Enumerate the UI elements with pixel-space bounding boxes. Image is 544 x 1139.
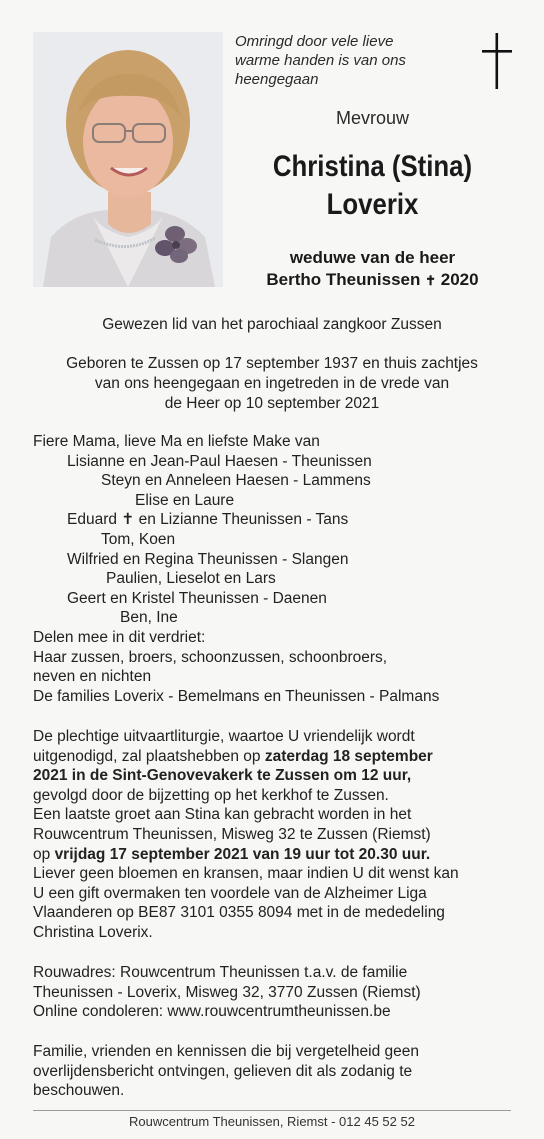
funeral-line: Rouwcentrum Theunissen, Misweg 32 te Zussen (Riemst) — [33, 825, 431, 843]
funeral-line: U een gift overmaken ten voordele van de Alzheimer Liga — [33, 884, 427, 902]
name-line: Christina (Stina) — [272, 150, 473, 183]
portrait-photo — [33, 32, 223, 287]
share-line: Haar zussen, broers, schoonzussen, schoonbroers, — [33, 648, 388, 666]
notice-line: Familie, vrienden en kennissen die bij vergetelheid geen — [33, 1043, 420, 1060]
funeral-date-place: 2021 in de Sint-Genovevakerk te Zussen om 12 uur, — [33, 767, 412, 785]
funeral-line: uitgenodigd, zal plaatshebben op — [33, 747, 265, 765]
family-intro: Fiere Mama, lieve Ma en liefste Make van — [33, 433, 320, 450]
small-cross-icon: ✝ — [425, 273, 437, 288]
quote-line: heengegaan — [235, 71, 319, 88]
family-member-line: Elise en Laure — [135, 491, 235, 509]
family-section — [33, 432, 523, 706]
notice-line: overlijdensbericht ontvingen, gelieven dit als zodanig te — [33, 1062, 413, 1080]
funeral-line: Liever geen bloemen en kransen, maar indien U dit wenst kan — [33, 865, 459, 883]
widow-line — [230, 247, 515, 292]
funeral-line: op — [33, 845, 55, 863]
funeral-line: Christina Loverix. — [33, 923, 153, 941]
family-member-line: Tom, Koen — [101, 530, 176, 548]
funeral-line: De plechtige uitvaartliturgie, waartoe U vriendelijk wordt — [33, 728, 415, 745]
funeral-line: Vlaanderen op BE87 3101 0355 8094 met in de mededeling — [33, 904, 445, 922]
spouse-death-year: 2020 — [440, 270, 479, 289]
quote-line: warme handen is van ons — [235, 52, 406, 69]
family-member-line: Eduard ✝ en Lizianne Theunissen - Tans — [67, 511, 349, 529]
funeral-date: zaterdag 18 september — [264, 747, 433, 765]
address-line: Theunissen - Loverix, Misweg 32, 3770 Zussen (Riemst) — [33, 983, 421, 1001]
family-member-line: Geert en Kristel Theunissen - Daenen — [67, 589, 327, 607]
condolence-link[interactable]: Online condoleren: www.rouwcentrumtheunissen.be — [33, 1003, 391, 1021]
funeral-line: Een laatste groet aan Stina kan gebracht worden in het — [33, 806, 412, 824]
deceased-name — [259, 148, 487, 224]
birth-line: de Heer op 10 september 2021 — [164, 395, 380, 412]
choir-membership: Gewezen lid van het parochiaal zangkoor Zussen — [102, 316, 442, 333]
birth-line: Geboren te Zussen op 17 september 1937 en thuis zachtjes — [66, 355, 478, 372]
funeral-line: gevolgd door de bijzetting op het kerkhof te Zussen. — [33, 786, 389, 804]
portrait-illustration — [33, 32, 223, 287]
widow-line1: weduwe van de heer — [289, 248, 456, 267]
name-line: Loverix — [326, 188, 419, 221]
share-line: neven en nichten — [33, 668, 152, 686]
cross-icon — [482, 33, 512, 94]
footer: Rouwcentrum Theunissen, Riemst - 012 45 52 52 — [129, 1114, 415, 1129]
family-member-line: Steyn en Anneleen Haesen - Lammens — [101, 472, 371, 490]
quote-line: Omringd door vele lieve — [235, 33, 394, 50]
family-member-line: Wilfried en Regina Theunissen - Slangen — [67, 550, 349, 568]
share-line: Delen mee in dit verdriet: — [33, 628, 206, 646]
title-prefix: Mevrouw — [335, 108, 410, 128]
visitation-time: vrijdag 17 september 2021 van 19 uur tot 20.30 uur. — [54, 845, 431, 863]
footer-divider — [33, 1110, 511, 1111]
notice-section — [33, 1042, 523, 1101]
funeral-section — [33, 727, 523, 943]
opening-quote — [235, 32, 465, 89]
address-section — [33, 963, 523, 1022]
family-member-line: Ben, Ine — [120, 609, 178, 627]
birth-death-paragraph — [20, 354, 524, 414]
notice-line: beschouwen. — [33, 1082, 125, 1100]
spouse-name: Bertho Theunissen — [266, 270, 421, 289]
birth-line: van ons heengegaan en ingetreden in de vrede van — [94, 375, 450, 392]
family-member-line: Paulien, Lieselot en Lars — [106, 570, 276, 588]
family-member-line: Lisianne en Jean-Paul Haesen - Theunissen — [67, 452, 372, 470]
share-line: De families Loverix - Bemelmans en Theunissen - Palmans — [33, 687, 440, 705]
address-line: Rouwadres: Rouwcentrum Theunissen t.a.v. de familie — [33, 964, 408, 981]
